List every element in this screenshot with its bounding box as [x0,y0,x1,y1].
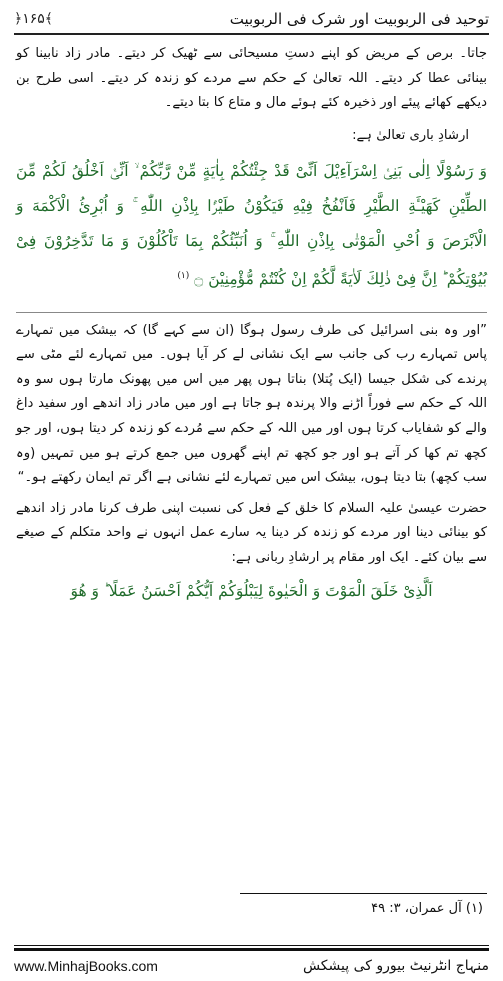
page-header [14,6,489,32]
intro-paragraph: جاتا۔ برص کے مریض کو اپنے دستِ مسیحائی سے ٹھیک کر دیتے۔ مادر زاد نابینا کو بینائی عطا کر دیتے۔ اللہ تعالیٰ کے حکم سے مردے کو زندہ کر دیتے۔ اسی طرح بن دیکھے کھائے پیئے اور ذخیرہ کئے ہوئے مال و متاع کا بتا دیتے۔ [16,46,487,111]
quran-verse-text: وَ رَسُوْلًا اِلٰی بَنِیْۤ اِسْرَآءِیْلَ اَنِّیْ قَدْ جِئْتُكُمْ بِاٰیَةٍ مِّنْ رَّبِّكُمْ ۙ اَنِّیْۤ اَخْلُقُ لَكُمْ مِّنَ الطِّیْنِ كَهَیْـَٔةِ الطَّیْرِ فَاَنْفُخُ فِیْهِ فَیَكُوْنُ طَیْرًۢا بِاِذْنِ اللّٰهِ ۚ وَ اُبْرِئُ الْاَكْمَهَ وَ الْاَبْرَصَ وَ اُحْیِ الْمَوْتٰی بِاِذْنِ اللّٰهِ ۚ وَ اُنَبِّئُكُمْ بِمَا تَاْكُلُوْنَ وَ مَا تَدَّخِرُوْنَ فِیْ بُیُوْتِكُمْ ؕ اِنَّ فِیْ ذٰلِكَ لَاٰیَةً لَّكُمْ اِنْ كُنْتُمْ مُّؤْمِنِیْنَ ۝ [16,162,487,289]
footnote: (۱) آل عمران، ۳: ۴۹ [371,901,483,916]
footer-rule-thin [14,945,489,946]
verse-separator [16,312,487,313]
header-rule [14,33,489,35]
quote-heading: ارشادِ باری تعالیٰ ہے: [352,127,469,143]
quran-verse [16,154,487,297]
running-title: توحید فی الربوبیت اور شرک فی الربوبیت [229,10,489,28]
website-link[interactable]: www.MinhajBooks.com [14,958,158,974]
verse-translation: ”اور وہ بنی اسرائیل کی طرف رسول ہوگا (ان سے کہے گا) کہ بیشک میں تمہارے پاس تمہارے رب کی جانب سے ایک نشانی لے کر آیا ہوں۔ میں تمہارے لئے مٹی سے پرندے کی شکل جیسا (ایک پُتلا) بناتا ہوں پھر میں اس میں پھونک مارتا ہوں سو وہ اللہ کے حکم سے فوراً اڑنے والا پرندہ ہو جاتا ہے اور میں مادر زاد اندھے اور سفید داغ والے کو شفایاب کرتا ہوں اور میں اللہ کے حکم سے مُردے کو زندہ کر دیتا ہوں، اور جو کچھ تم کھا کر آتے ہو اور جو کچھ تم اپنے گھروں میں جمع کرتے ہو میں تمہیں (وہ سب کچھ) بتا دیتا ہوں، بیشک اس میں تمہارے لئے نشانی ہے اگر تم ایمان رکھتے ہو۔“ [16,322,487,486]
quran-verse-2: اَلَّذِیْ خَلَقَ الْمَوْتَ وَ الْحَیٰوةَ لِیَبْلُوَكُمْ اَیُّكُمْ اَحْسَنُ عَمَلًا ؕ وَ هُوَ [70,582,433,601]
footnote-marker: (۱) [177,271,190,282]
commentary-paragraph: حضرت عیسیٰ علیہ السلام کا خلق کے فعل کی نسبت اپنی طرف کرنا مادر زاد اندھے کو بینائی دینا اور مردے کو زندہ کر دینا یہ سارے عمل انہوں نے واحد متکلم کے صیغے سے بیان کئے۔ ایک اور مقام پر ارشادِ ربانی ہے: [16,500,487,565]
footnote-rule [240,893,487,894]
publisher-credit: منہاج انٹرنیٹ بیورو کی پیشکش [302,958,489,974]
page-body [16,42,487,608]
page-footer [14,954,489,978]
footer-rule-thick [14,948,489,951]
page-number: ﴿۱۶۵﴾ [14,11,53,27]
